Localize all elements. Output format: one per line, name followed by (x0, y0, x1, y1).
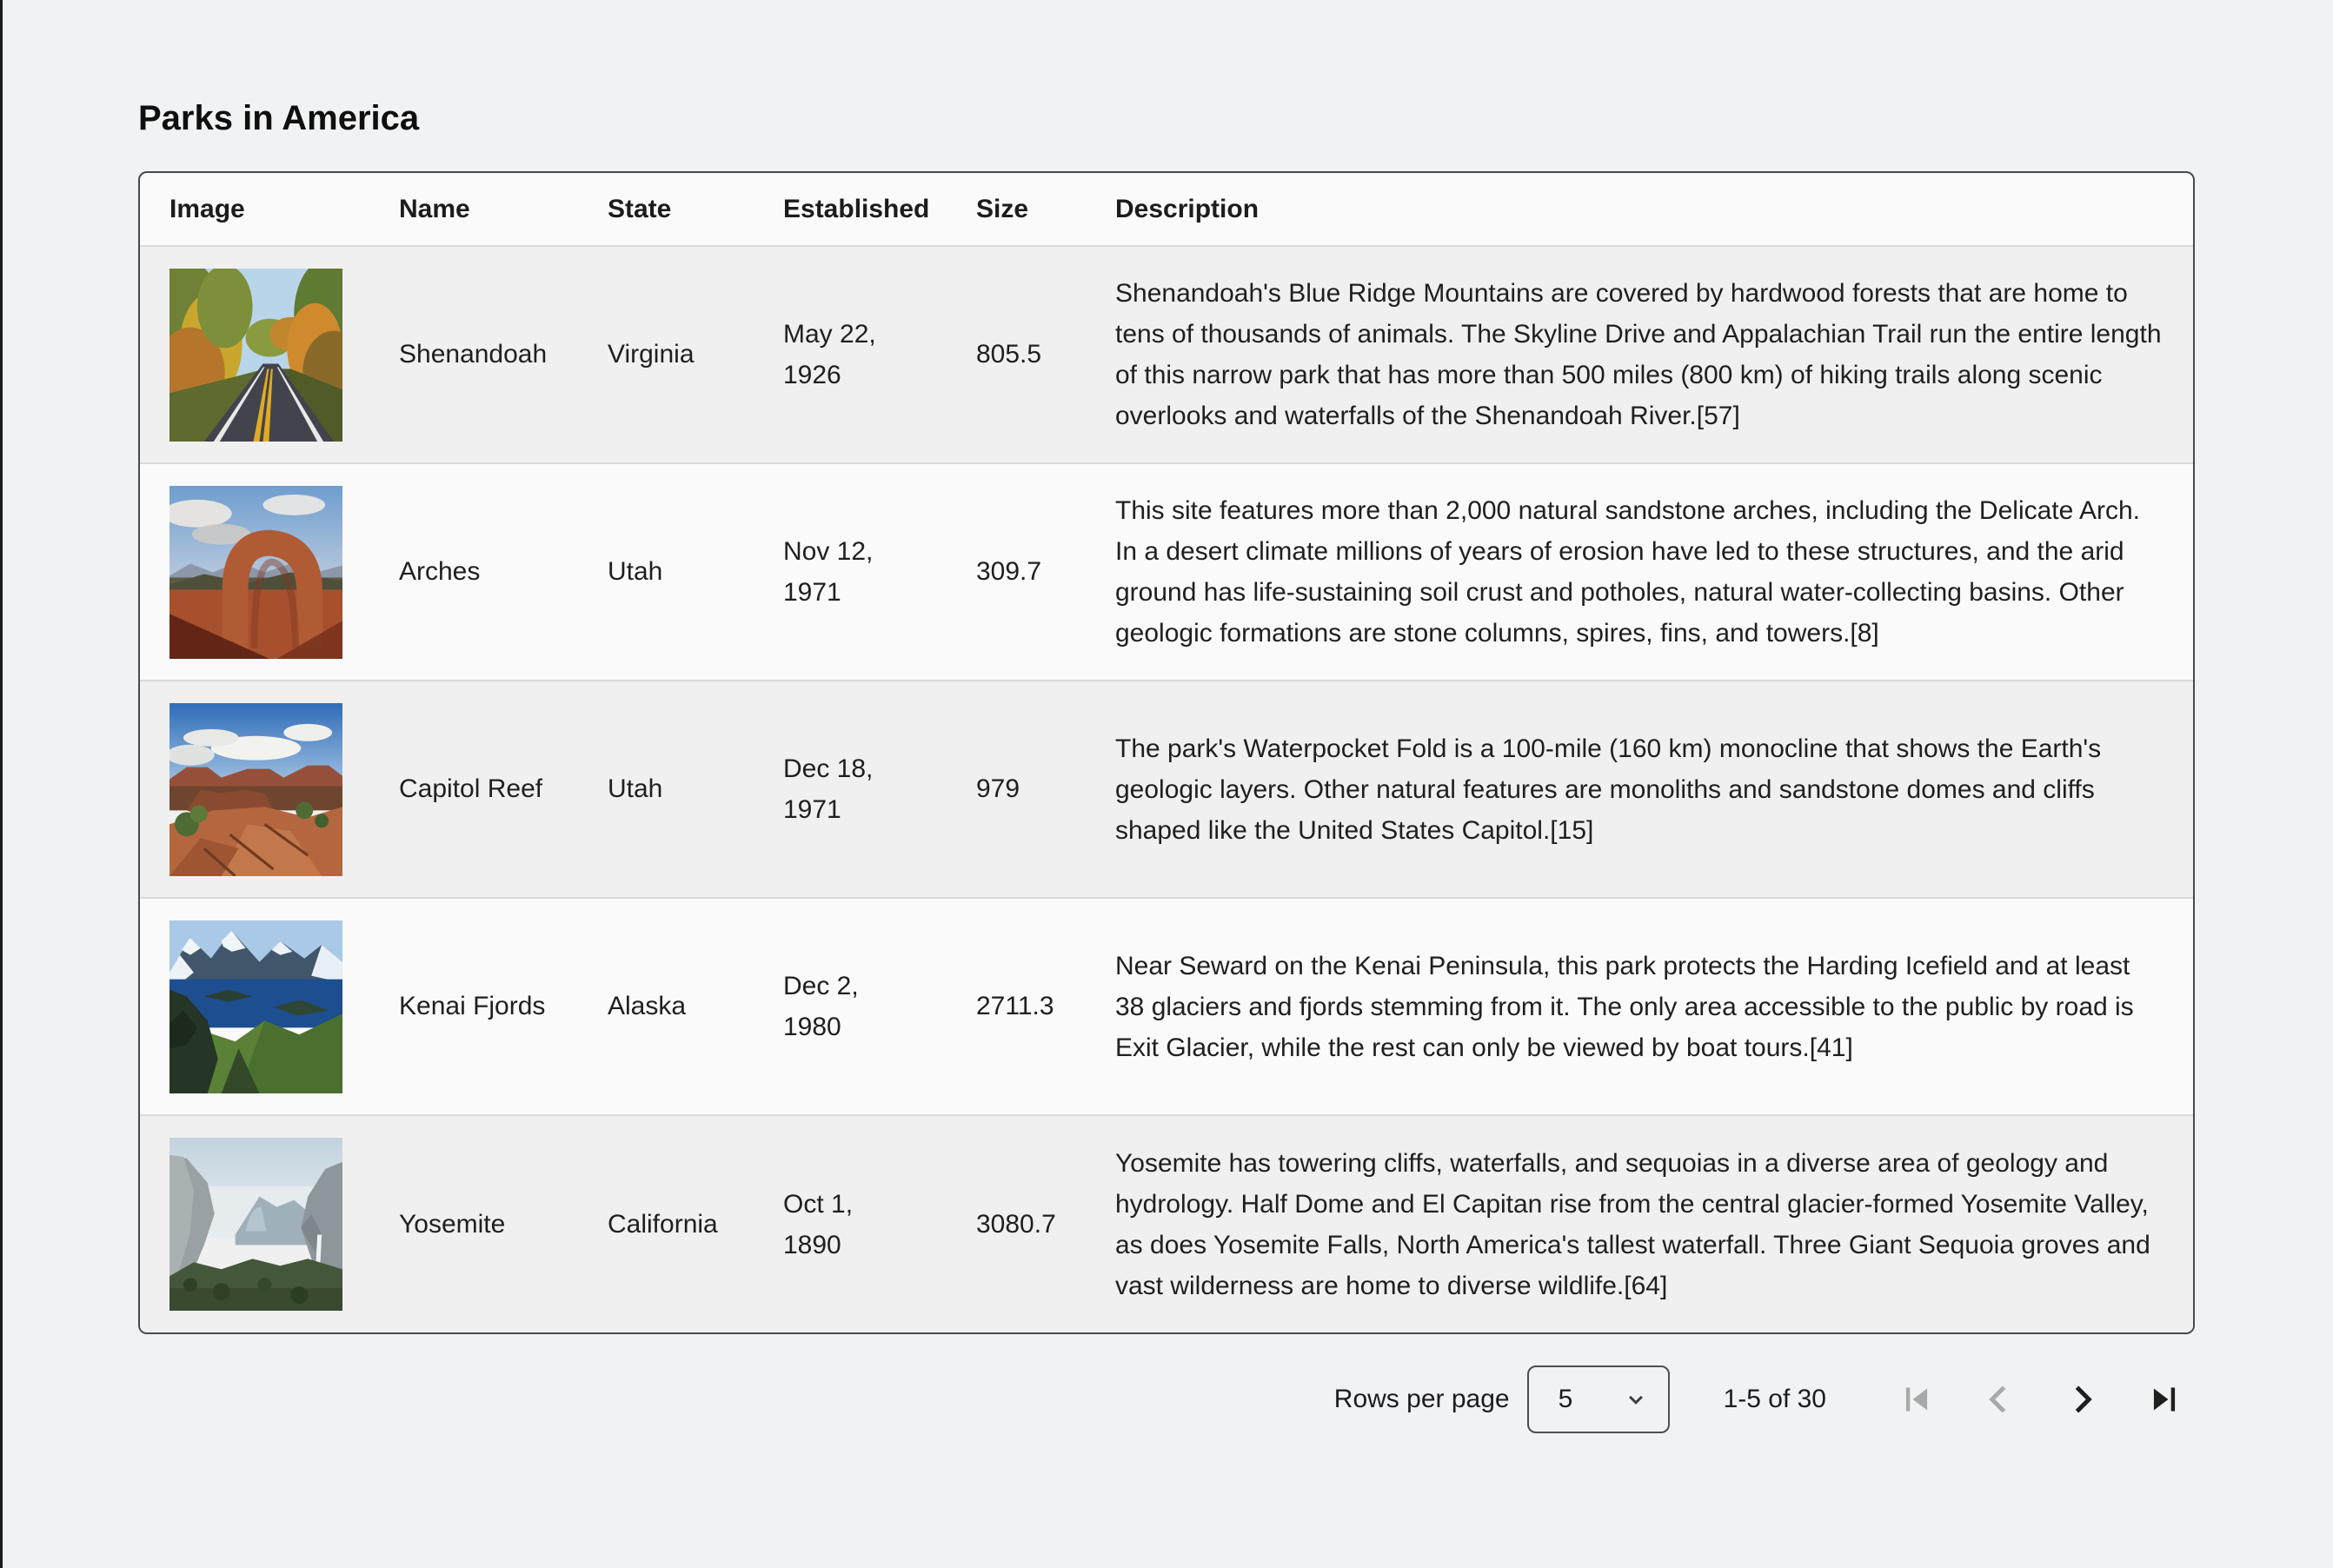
cell-size: 979 (976, 681, 1115, 898)
table-header-row (140, 173, 2193, 246)
cell-established: Dec 2, 1980 (783, 898, 976, 1115)
cell-size: 309.7 (976, 463, 1115, 681)
yosemite-valley-photo (169, 1138, 342, 1311)
cell-description: Shenandoah's Blue Ridge Mountains are covered by hardwood forests that are home to tens of thousands of animals. The Skyline Drive and Appalachian Trail run the entire length of this narrow park that has more than 500 miles (800 km) of hiking trails along scenic overlooks and waterfalls of the Shenandoah River.[57] (1115, 279, 2162, 430)
chevron-left-icon (1980, 1380, 2018, 1419)
cell-description: Yosemite has towering cliffs, waterfalls, and sequoias in a diverse area of geology and hydrology. Half Dome and El Capitan rise from the central glacier-formed Yosemite Valley, as does Yosemite Falls, North America's tallest waterfall. Three Giant Sequoia groves and vast wilderness are home to diverse wildlife.[64] (1115, 1115, 2193, 1332)
cell-established: Oct 1, 1890 (783, 1115, 976, 1332)
previous-page-button[interactable] (1969, 1369, 2030, 1430)
cell-state: Alaska (608, 898, 783, 1115)
column-header-established: Established (783, 173, 976, 246)
cell-state: Utah (608, 681, 783, 898)
cell-description: This site features more than 2,000 natural sandstone arches, including the Delicate Arch. In a desert climate millions of years of erosion have led to these structures, and the arid ground has life-sustaining soil crust and potholes, natural water-collecting basins. Other geologic formations are stone columns, spires, fins, and towers.[8] (1115, 463, 2193, 681)
shenandoah-autumn-road-photo (169, 269, 342, 442)
cell-size: 805.5 (976, 340, 1042, 369)
last-page-button[interactable] (2134, 1369, 2195, 1430)
rows-per-page-label: Rows per page (1333, 1385, 1510, 1413)
first-page-button[interactable] (1886, 1369, 1947, 1430)
table-row-yosemite (140, 1115, 2193, 1332)
column-header-state: State (608, 173, 783, 246)
last-page-icon (2145, 1380, 2183, 1419)
table-row-shenandoah (140, 246, 2193, 463)
column-header-description: Description (1115, 173, 2193, 246)
column-header-name: Name (399, 173, 608, 246)
table-row-arches (140, 463, 2193, 681)
cell-description: Near Seward on the Kenai Peninsula, this park protects the Harding Icefield and at least 38 glaciers and fjords stemming from it. The only area accessible to the public by road is Exit Glacier, while the rest can only be viewed by boat tours.[41] (1115, 898, 2193, 1115)
rows-per-page-select[interactable] (1527, 1365, 1670, 1433)
cell-state: Utah (608, 463, 783, 681)
cell-established: Nov 12, 1971 (783, 463, 976, 681)
cell-size: 2711.3 (976, 898, 1115, 1115)
cell-state: California (608, 1115, 783, 1332)
next-page-button[interactable] (2051, 1369, 2112, 1430)
cell-name: Capitol Reef (399, 681, 608, 898)
cell-description: The park's Waterpocket Fold is a 100-mile (160 km) monocline that shows the Earth's geologic layers. Other natural features are monoliths and sandstone domes and cliffs shaped like the United States Capitol.[15] (1115, 681, 2193, 898)
kenai-fjords-photo (169, 920, 342, 1093)
pagination-bar (138, 1365, 2195, 1433)
column-header-image: Image (140, 173, 399, 246)
table-row-capitol-reef (140, 681, 2193, 898)
cell-name: Yosemite (399, 1115, 608, 1332)
capitol-reef-canyon-photo (169, 703, 342, 876)
rows-per-page-value: 5 (1558, 1385, 1573, 1413)
parks-table (140, 173, 2193, 1332)
cell-size: 3080.7 (976, 1115, 1115, 1332)
cell-name: Shenandoah (399, 340, 548, 369)
page (3, 0, 2333, 1433)
cell-name: Arches (399, 463, 608, 681)
cell-established: May 22, 1926 (783, 320, 876, 389)
cell-state: Virginia (608, 340, 695, 369)
delicate-arch-photo (169, 486, 342, 659)
page-title: Parks in America (138, 99, 420, 137)
first-page-icon (1898, 1380, 1936, 1419)
chevron-down-icon (1623, 1386, 1649, 1412)
table-row-kenai-fjords (140, 898, 2193, 1115)
cell-established: Dec 18, 1971 (783, 681, 976, 898)
chevron-right-icon (2063, 1380, 2101, 1419)
pagination-range: 1-5 of 30 (1723, 1385, 1826, 1413)
cell-name: Kenai Fjords (399, 898, 608, 1115)
parks-table-card (138, 171, 2195, 1334)
column-header-size: Size (976, 173, 1115, 246)
